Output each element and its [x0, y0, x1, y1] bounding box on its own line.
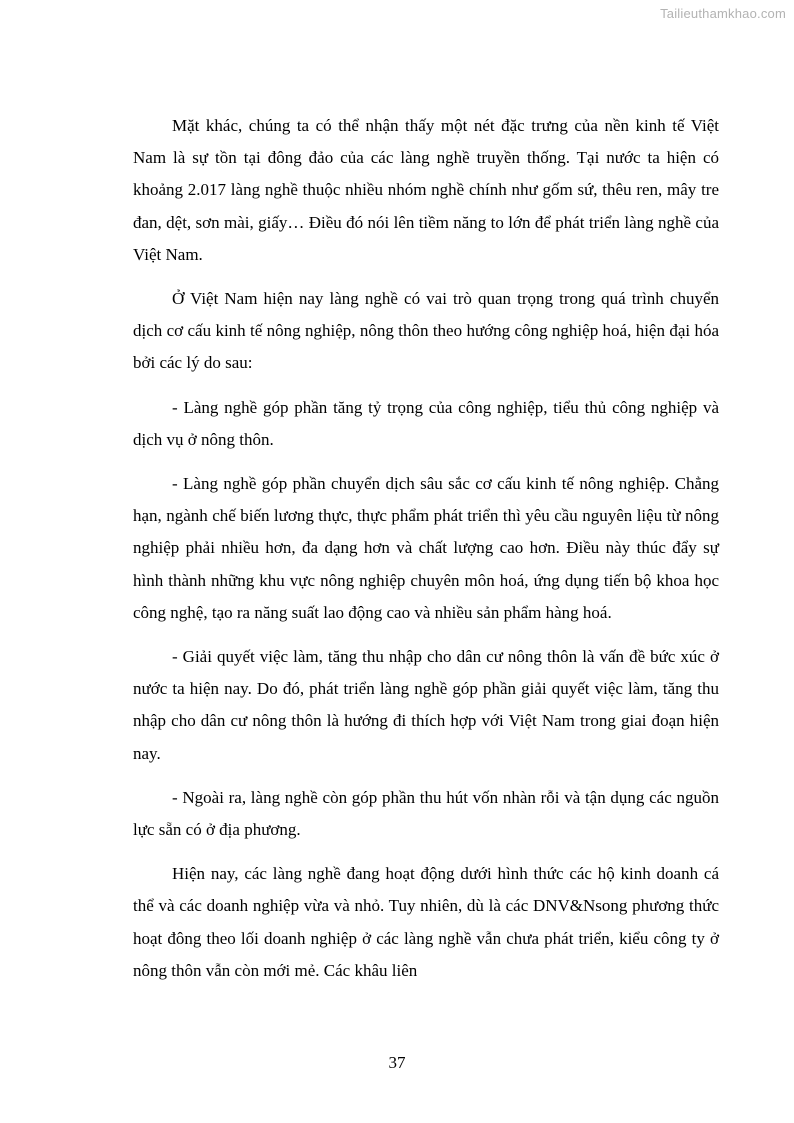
paragraph-bullet-employment: - Giải quyết việc làm, tăng thu nhập cho dân cư nông thôn là vấn đề bức xúc ở nước ta hiện nay. Do đó, phát triển làng nghề góp phần giải quyết việc làm, tăng thu nhập cho dân cư nông thôn là hướng đi thích hợp với Việt Nam trong giai đoạn hiện nay. [133, 647, 719, 763]
paragraph-intro: Mặt khác, chúng ta có thể nhận thấy một nét đặc trưng của nền kinh tế Việt Nam là sự tồn tại đông đảo của các làng nghề truyền thống. Tại nước ta hiện có khoảng 2.017 làng nghề thuộc nhiều nhóm nghề chính như gốm sứ, thêu ren, mây tre đan, dệt, sơn mài, giấy… Điều đó nói lên tiềm năng to lớn để phát triển làng nghề của Việt Nam. [133, 116, 719, 264]
paragraph-bullet-industry-share: - Làng nghề góp phần tăng tỷ trọng của công nghiệp, tiểu thủ công nghiệp và dịch vụ ở nông thôn. [133, 397, 719, 449]
paragraph-current-status: Hiện nay, các làng nghề đang hoạt động dưới hình thức các hộ kinh doanh cá thể và các doanh nghiệp vừa và nhỏ. Tuy nhiên, dù là các DNV&Nsong phương thức hoạt đông theo lối doanh nghiệp ở các làng nghề vẫn chưa phát triển, kiểu công ty ở nông thôn vẫn còn mới mẻ. Các khâu liên [133, 864, 719, 980]
watermark-text: Tailieuthamkhao.com [660, 6, 786, 21]
document-body [133, 110, 719, 999]
paragraph-bullet-capital: - Ngoài ra, làng nghề còn góp phần thu hút vốn nhàn rỗi và tận dụng các nguồn lực sẵn có ở địa phương. [133, 787, 719, 840]
paragraph-role: Ở Việt Nam hiện nay làng nghề có vai trò quan trọng trong quá trình chuyển dịch cơ cấu kinh tế nông nghiệp, nông thôn theo hướng công nghiệp hoá, hiện đại hóa bởi các lý do sau: [133, 289, 719, 373]
page-number: 37 [388, 1053, 406, 1072]
paragraph-bullet-structure-shift: - Làng nghề góp phần chuyển dịch sâu sắc cơ cấu kinh tế nông nghiệp. Chẳng hạn, ngành chế biến lương thực, thực phẩm phát triển thì yêu cầu nguyên liệu từ nông nghiệp phải nhiều hơn, đa dạng hơn và chất lượng cao hơn. Điều này thúc đẩy sự hình thành những khu vực nông nghiệp chuyên môn hoá, ứng dụng tiến bộ khoa học công nghệ, tạo ra năng suất lao động cao và nhiều sản phẩm hàng hoá. [133, 474, 719, 622]
